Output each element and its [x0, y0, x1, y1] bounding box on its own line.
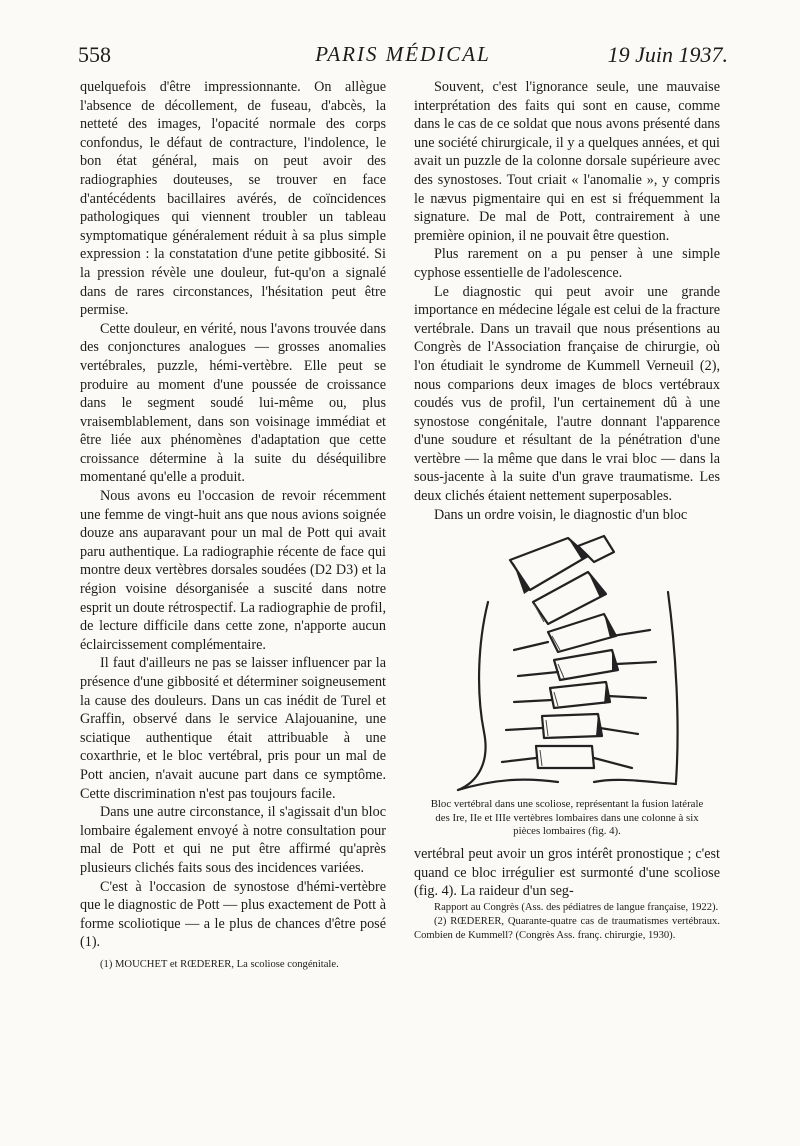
figure-caption: Bloc vertébral dans une scoliose, représentant la fusion latérale des Ire, IIe et IIIe vertèbres lombaires dans une colonne à six pièces lombaires (fig. 4).	[430, 798, 704, 838]
spine-figure	[418, 532, 718, 792]
journal-title: PARIS MÉDICAL	[315, 42, 491, 66]
paragraph: Dans une autre circonstance, il s'agissait d'un bloc lombaire également envoyé à notre consultation pour mal de Pott et qui ne put être affirmé qu'après plusieurs clichés faits sous des incidences variées.	[80, 804, 386, 876]
paragraph: Souvent, c'est l'ignorance seule, une mauvaise interprétation des faits qui sont en cause, comme dans le cas de ce soldat que nous avons présenté dans une société chirurgicale, il y a quelques années, et qui avait un puzzle de la colonne dorsale supérieure avec des synostoses. Tout criait « l'anomalie », y compris le nævus pigmentaire qui en est si fréquemment la signature. De mal de Pott, contrairement à une première opinion, il ne pouvait être question.	[414, 79, 720, 244]
paragraph: Plus rarement on a pu penser à une simple cyphose essentielle de l'adolescence.	[414, 246, 720, 281]
paragraph: Il faut d'ailleurs ne pas se laisser influencer par la présence d'une gibbosité et déterminer soigneusement la cause des douleurs. Dans un cas inédit de Turel et Graffin, observé dans le service Alajouanine, une sciatique authentique était attribuable à une coxarthrie, et le bloc vertébral, pris pour un mal de Pott ancien, n'avait aucune part dans ce symptôme. Cette discrimination n'est pas toujours facile.	[80, 655, 386, 802]
paragraph: Dans un ordre voisin, le diagnostic d'un bloc	[434, 506, 688, 523]
page-number: 558	[78, 42, 111, 67]
paragraph: Cette douleur, en vérité, nous l'avons trouvée dans des conjonctures analogues — grosses anomalies vertébrales, puzzle, hémi-vertèbre. Elle peut se produire au moment d'une poussée de croissance dans le segment soudé lui-même ou, plus vraisemblablement, dans son voisinage immédiat et être liée aux phénomènes d'adaptation que cette croissance détermine à la suite du déséquilibre momentané qu'elle a produit.	[80, 320, 386, 486]
footnote: (2) RŒDERER, Quarante-quatre cas de traumatismes vertébraux. Combien de Kummell? (Congrès Ass. franç. chirurgie, 1930).	[414, 915, 720, 941]
footnote: (1) MOUCHET et RŒDERER, La scoliose congénitale.	[100, 958, 339, 970]
issue-date: 19 Juin 1937.	[607, 42, 728, 67]
paragraph: C'est à l'occasion de synostose d'hémi-vertèbre que le diagnostic de Pott — plus exactement de Pott à forme scoliotique — a le plus de chances d'être posé (1).	[80, 878, 386, 951]
page-header	[78, 42, 728, 76]
left-column	[80, 78, 386, 972]
right-column	[414, 78, 720, 943]
paragraph: quelquefois d'être impressionnante. On allègue l'absence de décollement, de fuseau, d'abcès, la netteté des images, l'opacité normale des corps confondus, le défaut de contracture, l'indolence, le bon état général, mais on peut avoir des radiographies douteuses, se trouver en face d'antécédents bacillaires avérés, de coïncidences pathologiques qui viennent troubler un tableau symptomatique généralement réduit à sa plus simple expression : la constatation d'une petite gibbosité. Si la pression révèle une douleur, fut-qu'on a signalé dans de rares circonstances, l'hésitation peut être permise.	[80, 79, 386, 319]
paragraph: Le diagnostic qui peut avoir une grande importance en médecine légale est celui de la fracture vertébrale. Dans un travail que nous présentions au Congrès de l'Association française de chirurgie, où l'on étudiait le syndrome de Kummell Verneuil (2), nous comparions deux images de blocs vertébraux coudés vus de profil, l'un certainement dû à une synostose congénitale, l'autre donnant l'apparence d'une soudure et résultant de la pénétration d'une vertèbre — la même que dans le vrai bloc — dans la sous-jacente à la suite d'un grave traumatisme. Les deux clichés étaient nettement superposables.	[414, 283, 720, 505]
paragraph: vertébral peut avoir un gros intérêt pronostique ; c'est quand ce bloc irrégulier est surmonté d'une scoliose (fig. 4). La raideur d'un seg-	[414, 846, 720, 900]
paragraph: Nous avons eu l'occasion de revoir récemment une femme de vingt-huit ans que nous avions soignée douze ans auparavant pour un mal de Pott qui avait paru authentique. La radiographie récente de face qui montre deux vertèbres dorsales soudées (D2 D3) et la région voisine désorganisée a suscité dans notre esprit un doute rétrospectif. La radiographie de profil, de lecture difficile dans cette zone, n'apporte aucun éclaircissement complémentaire.	[80, 488, 386, 653]
scoliosis-drawing	[418, 532, 718, 792]
footnote-continued: Rapport au Congrès (Ass. des pédiatres de langue française, 1922).	[434, 901, 719, 913]
